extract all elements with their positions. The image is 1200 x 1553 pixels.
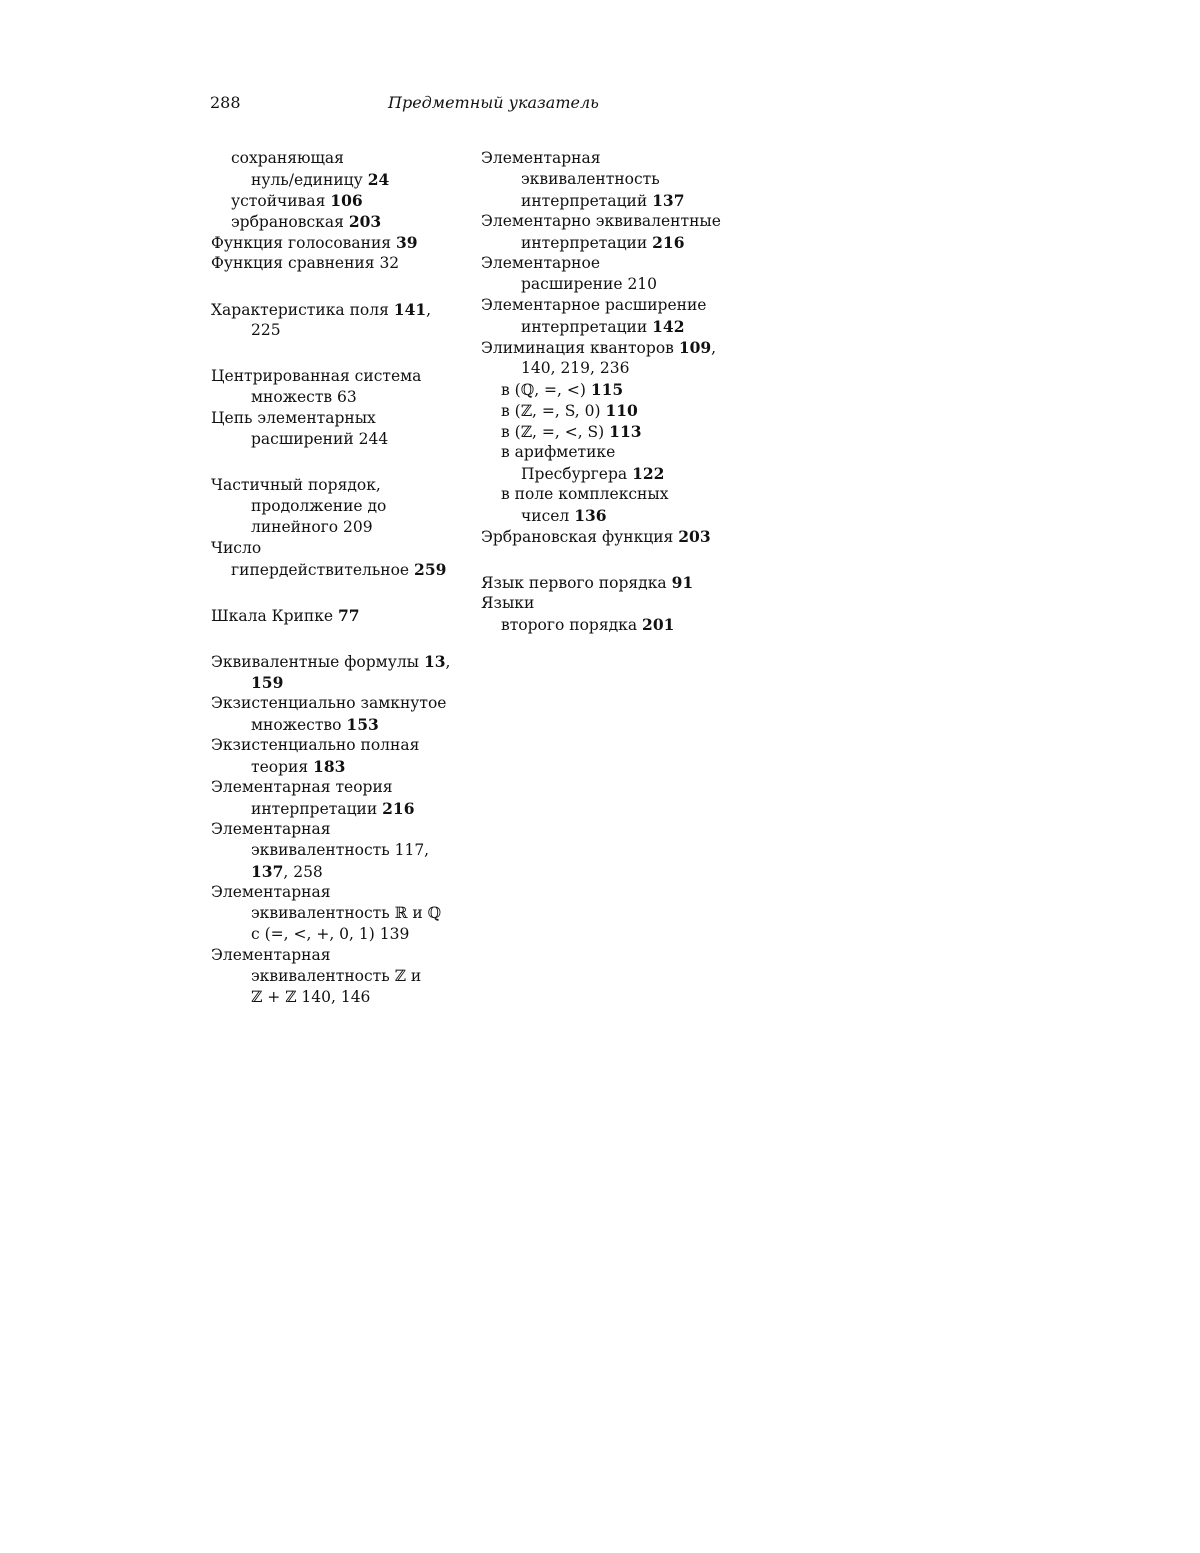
entry-gap [211,626,473,651]
entry-text: множеств 63 [251,388,357,406]
index-entry-line [481,400,781,421]
entry-text: расширение 210 [521,275,658,293]
entry-text: 225 [251,321,281,339]
index-entry-line [211,798,473,819]
index-column-right [481,148,781,635]
entry-text: эрбрановская [231,213,349,231]
entry-text: Шкала Крипке [211,607,338,625]
index-entry-line [211,253,473,274]
entry-text: линейного 209 [251,518,373,536]
page-reference-primary: 91 [671,573,694,592]
index-entry-line [211,169,473,190]
page-reference-primary: 216 [652,233,685,252]
index-entry-line [481,463,781,484]
entry-text: интерпретаций [521,192,653,210]
index-entry-line [481,274,781,295]
entry-text: эквивалентность [521,170,660,188]
index-entry-line [211,429,473,450]
page-reference-primary: 115 [590,380,624,399]
page-reference-primary: 203 [348,212,382,231]
page-reference-primary: 137 [251,862,284,881]
index-entry-line [211,945,473,966]
entry-text: в арифметике [501,443,616,461]
entry-text: устойчивая [231,192,331,210]
entry-text: теория [251,758,314,776]
page-reference-primary: 203 [678,527,711,546]
entry-text: продолжение до [251,497,387,515]
index-entry-line [211,882,473,903]
entry-text: Элементарная [211,883,331,901]
index-entry-line [211,756,473,777]
entry-gap [211,450,473,475]
entry-text: Эквивалентные формулы [211,653,424,671]
index-entry-line [481,358,781,379]
entry-text: в (ℚ, =, <) [501,381,591,399]
entry-text: , 258 [283,863,323,881]
index-entry-line [211,320,473,341]
index-entry-line [211,559,473,580]
entry-text: эквивалентность ℤ и [251,967,422,985]
index-entry-line [211,651,473,672]
entry-text: нуль/единицу [251,171,368,189]
entry-text: Элементарное расширение [481,296,707,314]
index-entry-line [211,496,473,517]
index-entry-line [211,840,473,861]
index-entry-line [211,517,473,538]
entry-text: эквивалентность 117, [251,841,430,859]
page-reference-primary: 201 [642,615,675,634]
entry-text: в поле комплексных [501,485,669,503]
page-reference-primary: 136 [574,506,607,525]
entry-text: Элементарная [211,946,331,964]
index-entry-line [481,379,781,400]
page-reference-primary: 122 [632,464,665,483]
entry-text: множество [251,716,347,734]
page-reference-primary: 183 [313,757,346,776]
index-entry-line [211,693,473,714]
entry-text: Пресбургера [521,465,633,483]
entry-text: Функция голосования [211,234,396,252]
page-reference-primary: 109 [678,338,712,357]
index-entry-line [481,572,781,593]
entry-text: в (ℤ, =, <, S) [501,423,610,441]
entry-text: Число [211,539,262,557]
index-entry-line [211,387,473,408]
index-entry-line [211,408,473,429]
index-entry-line [481,232,781,253]
index-entry-line [211,714,473,735]
entry-text: ℤ + ℤ 140, 146 [251,988,371,1006]
entry-gap [211,580,473,605]
page-reference-primary: 142 [652,317,685,336]
entry-text: Элементарно эквивалентные [481,212,721,230]
index-entry-line [481,337,781,358]
index-entry-line [481,316,781,337]
page-reference-primary: 77 [338,606,360,625]
index-entry-line [211,605,473,626]
entry-text: Элиминация кванторов [481,339,679,357]
entry-text: гипердействительное [231,561,415,579]
page-reference-primary: 216 [382,799,415,818]
index-entry-line [481,484,781,505]
index-entry-line [211,777,473,798]
entry-text: чисел [521,507,575,525]
index-entry-line [481,190,781,211]
index-entry-line [211,366,473,387]
index-entry-line [481,148,781,169]
entry-text: сохраняющая [231,149,344,167]
index-entry-line [211,672,473,693]
index-entry-line [481,614,781,635]
entry-text: Функция сравнения 32 [211,254,400,272]
index-entry-line [481,421,781,442]
entry-text: Экзистенциально замкнутое [211,694,447,712]
running-title: Предметный указатель [388,93,599,112]
entry-text: Экзистенциально полная [211,736,420,754]
index-entry-line [211,190,473,211]
entry-text: , [711,339,717,357]
entry-text: интерпретации [521,318,653,336]
index-entry-line [481,295,781,316]
page-reference-primary: 159 [251,673,284,692]
page-reference-primary: 137 [652,191,685,210]
entry-text: эквивалентность ℝ и ℚ [251,904,442,922]
index-entry-line [211,903,473,924]
index-entry-line [211,987,473,1008]
entry-text: Элементарное [481,254,601,272]
entry-text: Элементарная [211,820,331,838]
page-reference-primary: 141 [393,300,427,319]
entry-text: Частичный порядок, [211,476,381,494]
index-entry-line [211,924,473,945]
index-entry-line [211,735,473,756]
index-entry-line [211,538,473,559]
entry-text: Цепь элементарных [211,409,376,427]
entry-text: Центрированная система [211,367,422,385]
entry-text: второго порядка [501,616,643,634]
entry-gap [211,341,473,366]
page-reference-primary: 13 [423,652,446,671]
entry-text: Эрбрановская функция [481,528,679,546]
index-entry-line [481,211,781,232]
page-number: 288 [210,93,241,112]
entry-text: расширений 244 [251,430,389,448]
entry-text: Язык первого порядка [481,574,672,592]
index-entry-line [481,169,781,190]
index-entry-line [211,211,473,232]
page-reference-primary: 110 [605,401,638,420]
entry-text: , [445,653,451,671]
index-entry-line [211,861,473,882]
index-entry-line [211,299,473,320]
index-entry-line [211,475,473,496]
entry-text: в (ℤ, =, S, 0) [501,402,606,420]
entry-text: с (=, <, +, 0, 1) 139 [251,925,410,943]
entry-text: Характеристика поля [211,301,394,319]
page-reference-primary: 106 [330,191,363,210]
index-entry-line [481,505,781,526]
entry-gap [481,547,781,572]
entry-text: Элементарная теория [211,778,393,796]
page-reference-primary: 39 [396,233,418,252]
entry-text: интерпретации [521,234,653,252]
index-column-left [211,148,473,1008]
index-entry-line [211,148,473,169]
index-entry-line [211,232,473,253]
index-entry-line [481,442,781,463]
index-entry-line [481,593,781,614]
entry-gap [211,274,473,299]
entry-text: Языки [481,594,535,612]
page-reference-primary: 113 [609,422,642,441]
index-entry-line [211,966,473,987]
page-reference-primary: 24 [367,170,390,189]
entry-text: Элементарная [481,149,601,167]
index-entry-line [481,526,781,547]
index-entry-line [481,253,781,274]
entry-text: 140, 219, 236 [521,359,630,377]
page-reference-primary: 153 [346,715,379,734]
index-entry-line [211,819,473,840]
entry-text: интерпретации [251,800,383,818]
entry-text: , [426,301,432,319]
page-reference-primary: 259 [414,560,447,579]
